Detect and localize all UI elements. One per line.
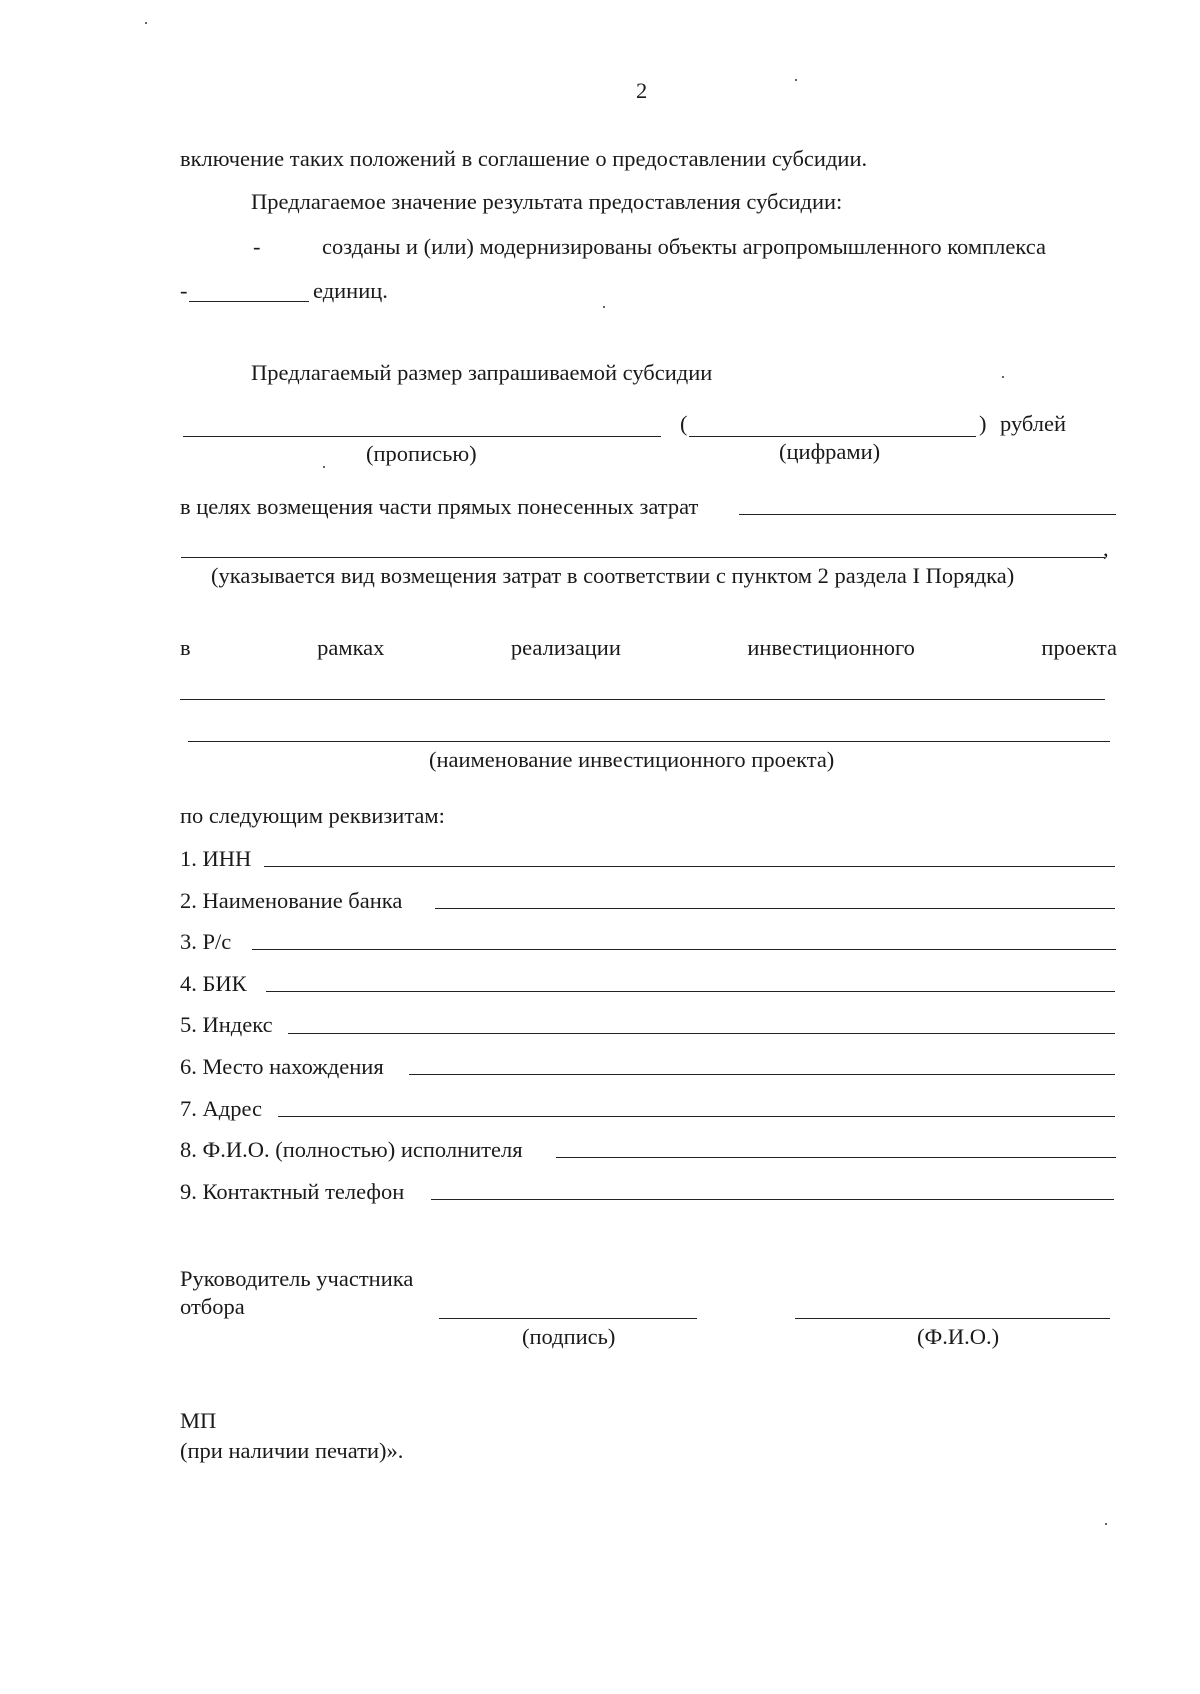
bank-name-field[interactable] <box>435 908 1115 909</box>
requisite-label: 5. Индекс <box>180 1012 273 1037</box>
requisite-label: 6. Место нахождения <box>180 1054 384 1079</box>
currency-label: рублей <box>1000 411 1067 436</box>
location-field[interactable] <box>409 1074 1115 1075</box>
project-word: инвестиционного <box>747 635 915 660</box>
page-number: 2 <box>636 78 648 103</box>
paragraph-end: включение таких положений в соглашение о предоставлении субсидии. <box>180 146 868 171</box>
amount-digits-blank[interactable] <box>689 436 976 437</box>
inn-field[interactable] <box>264 866 1115 867</box>
scan-speck <box>795 79 797 81</box>
signature-role-line2: отбора <box>180 1294 245 1319</box>
bullet-text: созданы и (или) модернизированы объекты агропромышленного комплекса <box>322 234 1046 259</box>
purpose-blank[interactable] <box>739 514 1116 515</box>
signature-name-blank[interactable] <box>795 1318 1110 1319</box>
scan-speck <box>603 306 605 308</box>
project-blank-1[interactable] <box>180 699 1105 700</box>
units-prefix: - <box>180 278 188 303</box>
address-field[interactable] <box>278 1116 1115 1117</box>
index-field[interactable] <box>288 1033 1115 1034</box>
units-label: единиц. <box>313 278 388 303</box>
close-paren: ) <box>979 411 987 436</box>
project-word: проекта <box>1041 635 1117 660</box>
caption-name: (Ф.И.О.) <box>917 1324 1000 1349</box>
bik-field[interactable] <box>266 991 1115 992</box>
scan-speck <box>323 466 325 468</box>
units-blank[interactable] <box>189 301 309 302</box>
purpose-caption: (указывается вид возмещения затрат в соответствии с пунктом 2 раздела I Порядка) <box>211 563 1015 588</box>
subsidy-heading: Предлагаемый размер запрашиваемой субсидии <box>251 360 713 385</box>
requisite-label: 7. Адрес <box>180 1096 262 1121</box>
phone-field[interactable] <box>431 1199 1114 1200</box>
open-paren: ( <box>680 411 688 436</box>
requisite-label: 2. Наименование банка <box>180 888 403 913</box>
purpose-label: в целях возмещения части прямых понесенных затрат <box>180 494 699 519</box>
executor-name-field[interactable] <box>556 1157 1116 1158</box>
requisite-label: 4. БИК <box>180 971 247 996</box>
bullet-dash: - <box>253 234 261 259</box>
project-word: в <box>180 635 191 660</box>
project-word: рамках <box>317 635 385 660</box>
scan-speck <box>1105 1523 1107 1525</box>
requisite-label: 9. Контактный телефон <box>180 1179 405 1204</box>
amount-words-blank[interactable] <box>183 436 661 437</box>
scan-speck <box>145 22 147 24</box>
project-word: реализации <box>510 635 621 660</box>
purpose-comma: , <box>1103 536 1109 561</box>
requisite-label: 3. Р/с <box>180 929 232 954</box>
requisites-heading: по следующим реквизитам: <box>180 803 445 828</box>
signature-blank[interactable] <box>439 1318 697 1319</box>
caption-signature: (подпись) <box>522 1324 616 1349</box>
project-caption: (наименование инвестиционного проекта) <box>429 747 835 772</box>
result-heading: Предлагаемое значение результата предоставления субсидии: <box>251 189 843 214</box>
caption-digits: (цифрами) <box>779 439 881 464</box>
project-line <box>180 637 1117 660</box>
stamp-label: МП <box>180 1408 217 1433</box>
purpose-blank-2[interactable] <box>181 557 1105 558</box>
signature-role-line1: Руководитель участника <box>180 1266 414 1291</box>
caption-words: (прописью) <box>366 441 477 466</box>
stamp-note: (при наличии печати)». <box>180 1438 404 1463</box>
requisite-label: 8. Ф.И.О. (полностью) исполнителя <box>180 1137 523 1162</box>
requisite-label: 1. ИНН <box>180 846 252 871</box>
project-blank-2[interactable] <box>188 741 1110 742</box>
account-field[interactable] <box>252 949 1116 950</box>
scan-speck <box>1002 376 1004 378</box>
